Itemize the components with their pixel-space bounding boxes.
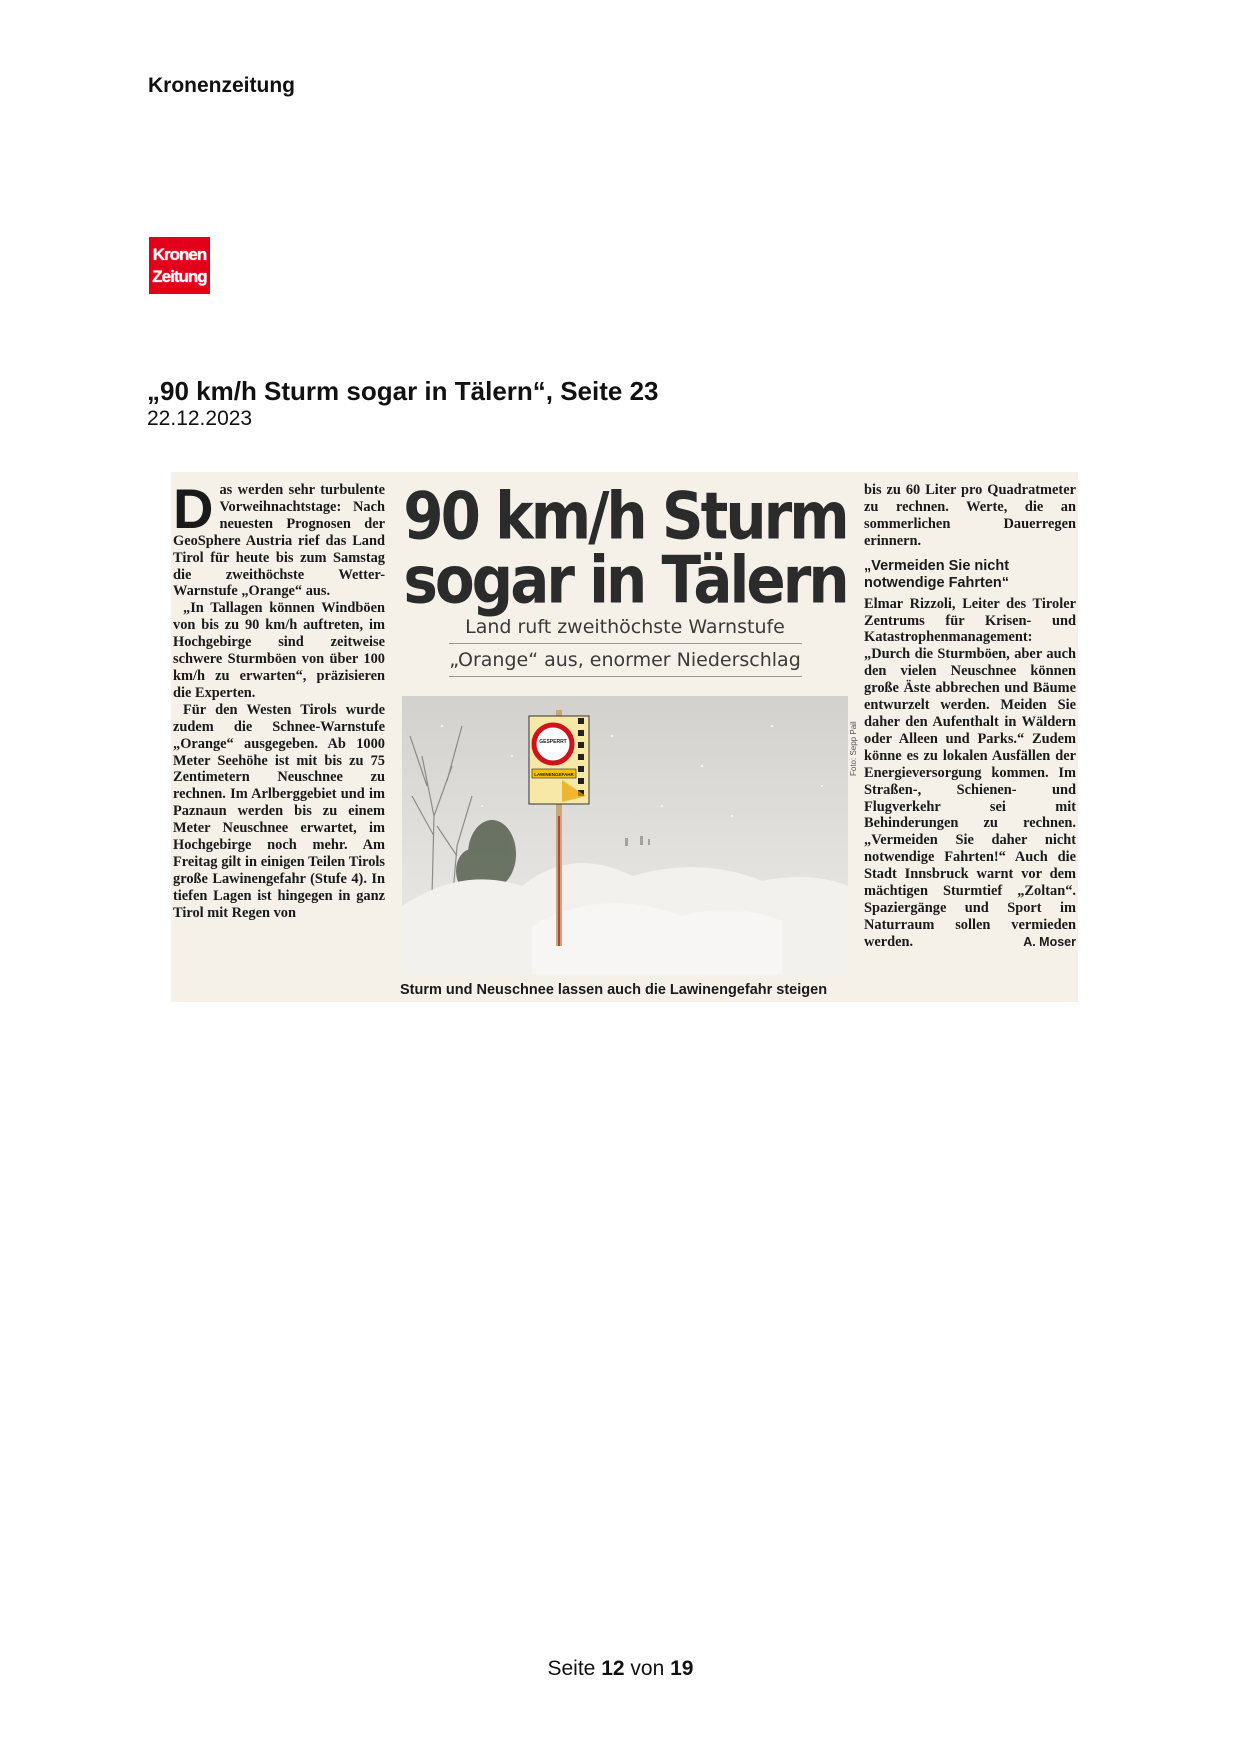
snow-storm-photo <box>402 696 848 974</box>
snow-drift <box>532 903 782 974</box>
kronen-zeitung-logo <box>149 237 210 294</box>
deck-divider <box>449 676 802 677</box>
newspaper-clipping <box>171 472 1078 1002</box>
total-pages: 19 <box>670 1657 694 1680</box>
page-prefix: Seite <box>547 1657 596 1680</box>
deck-line-1: Land ruft zweithöchste Warnstufe <box>465 616 785 638</box>
body-paragraph: „In Tallagen können Windböen von bis zu 90 km/h auftreten, im Hochgebirge sind zeitweise schwere Sturmböen von über 100 km/h zu erwarten“, präzisieren die Experten. <box>173 600 385 701</box>
deck-divider <box>449 643 802 644</box>
body-paragraph <box>864 596 1076 951</box>
body-paragraph: as werden sehr turbulente Vorweihnachtstage: Nach neuesten Prognosen der GeoSphere Austria rief das Land Tirol für heute bis zum Samstag die zweithöchste Wetter-Warnstufe „Orange“ aus. <box>173 482 385 600</box>
page-number <box>0 1657 1241 1681</box>
subheading: „Vermeiden Sie nicht notwendige Fahrten“ <box>864 557 1010 591</box>
drop-cap: D <box>173 477 214 540</box>
current-page: 12 <box>601 1657 625 1680</box>
byline: A. Moser <box>1023 934 1076 949</box>
body-paragraph: bis zu 60 Liter pro Quadratmeter zu rechnen. Werte, die an sommerlichen Dauerregen erinnern. <box>864 482 1076 549</box>
clipping-headline-line-2: sogar in Tälern <box>403 542 847 619</box>
logo-line-1: Kronen <box>152 244 207 264</box>
warning-sign <box>529 716 589 804</box>
article-title: „90 km/h Sturm sogar in Tälern“, Seite 23 <box>147 376 659 406</box>
sign-text: LAWINENGEFAHR <box>534 772 574 777</box>
source-label: Kronenzeitung <box>148 74 295 97</box>
right-column <box>864 482 1076 951</box>
clipping-headline-line-1: 90 km/h Sturm <box>403 478 847 555</box>
left-column <box>173 477 385 922</box>
page-middle: von <box>630 1657 665 1680</box>
photo-caption: Sturm und Neuschnee lassen auch die Lawinengefahr steigen <box>400 982 828 998</box>
deck-line-2: „Orange“ aus, enormer Niederschlag <box>449 649 801 671</box>
article-date: 22.12.2023 <box>147 407 253 430</box>
photo-illustration <box>402 696 848 974</box>
body-text: Elmar Rizzoli, Leiter des Tiroler Zentrums für Krisen- und Katastrophenmanagement: „Durch die Sturmböen, aber auch den vielen Neuschnee können große Äste abbrechen und Bäume entwurzelt werden. Meiden Sie daher den Aufenthalt in Wäldern oder Alleen und Parks.“ Zudem könne es zu lokalen Ausfällen der Energieversorgung kommen. Im Straßen-, Schienen- und Flugverkehr sei mit Behinderungen zu rechnen. „Vermeiden Sie daher nicht notwendige Fahrten!“ Auch die Stadt Innsbruck warnt vor dem mächtigen Sturmtief „Zoltan“. Spaziergänge und Sport im Naturraum sollen vermieden werden. <box>864 595 1076 950</box>
logo-line-2: Zeitung <box>152 266 207 286</box>
body-paragraph: Für den Westen Tirols wurde zudem die Schnee-Warnstufe „Orange“ ausgegeben. Ab 1000 Meter Seehöhe ist mit bis zu 75 Zentimetern Neuschnee zu rechnen. Im Arlberggebiet und im Paznaun werden bis zu einem Meter Neuschnee erwartet, im Hochgebirge noch mehr. Am Freitag gilt in einigen Teilen Tirols große Lawinengefahr (Stufe 4). In tiefen Lagen ist hingegen in ganz Tirol mit Regen von <box>173 701 385 921</box>
sign-text: GESPERRT <box>539 739 567 745</box>
photo-credit: Foto: Sepp Pail <box>849 721 858 776</box>
